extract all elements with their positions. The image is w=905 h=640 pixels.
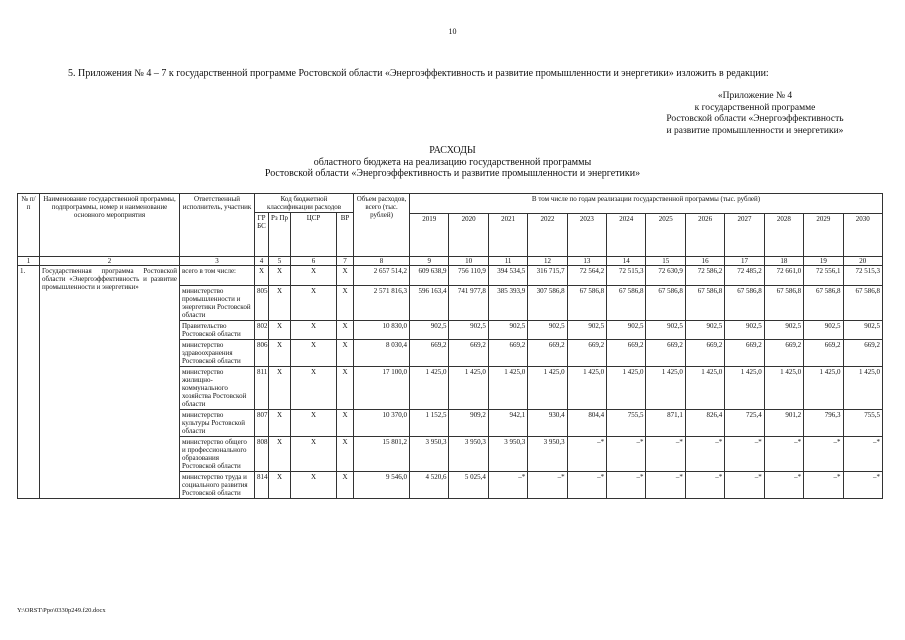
year-value-cell: 1 425,0	[607, 366, 646, 409]
expenses-table	[17, 193, 883, 499]
year-value-cell: 1 425,0	[843, 366, 882, 409]
year-value-cell: –*	[685, 471, 724, 498]
year-value-cell: 902,5	[685, 320, 724, 339]
year-value-cell: 756 110,9	[449, 265, 488, 285]
grbs-cell: 806	[255, 339, 269, 366]
column-number: 1	[18, 256, 40, 265]
executor-cell: министерство общего и профессионального образования Ростовской области	[180, 436, 255, 471]
year-value-cell: 67 586,8	[804, 285, 843, 320]
header-grbs: ГР БС	[255, 213, 269, 257]
column-number: 5	[269, 256, 291, 265]
grbs-cell: 808	[255, 436, 269, 471]
year-value-cell: 902,5	[607, 320, 646, 339]
column-number: 9	[410, 256, 449, 265]
year-value-cell: 902,5	[449, 320, 488, 339]
year-value-cell: 72 515,3	[607, 265, 646, 285]
column-number: 11	[488, 256, 527, 265]
year-value-cell: 902,5	[764, 320, 803, 339]
year-value-cell: 669,2	[804, 339, 843, 366]
year-value-cell: –*	[764, 436, 803, 471]
total-cell: 10 370,0	[354, 409, 410, 436]
year-value-cell: 67 586,8	[607, 285, 646, 320]
year-value-cell: 901,2	[764, 409, 803, 436]
year-value-cell: 902,5	[528, 320, 567, 339]
year-value-cell: 3 950,3	[528, 436, 567, 471]
executor-cell: Правительство Ростовской области	[180, 320, 255, 339]
header-year: 2020	[449, 213, 488, 256]
year-value-cell: 669,2	[567, 339, 606, 366]
column-number: 4	[255, 256, 269, 265]
year-value-cell: 72 515,3	[843, 265, 882, 285]
total-cell: 8 030,4	[354, 339, 410, 366]
executor-cell: всего в том числе:	[180, 265, 255, 285]
header-num: № п/п	[18, 194, 40, 257]
year-value-cell: 755,5	[607, 409, 646, 436]
document-title	[0, 145, 905, 180]
year-value-cell: –*	[804, 471, 843, 498]
year-value-cell: –*	[725, 471, 764, 498]
appendix-header	[630, 91, 880, 137]
total-cell: 17 100,0	[354, 366, 410, 409]
header-vr: ВР	[337, 213, 354, 257]
column-number: 10	[449, 256, 488, 265]
year-value-cell: 1 152,5	[410, 409, 449, 436]
year-value-cell: 1 425,0	[725, 366, 764, 409]
year-value-cell: –*	[725, 436, 764, 471]
year-value-cell: 1 425,0	[567, 366, 606, 409]
year-value-cell: 3 950,3	[410, 436, 449, 471]
year-value-cell: 4 520,6	[410, 471, 449, 498]
year-value-cell: 3 950,3	[488, 436, 527, 471]
column-number: 17	[725, 256, 764, 265]
year-value-cell: –*	[567, 436, 606, 471]
grbs-cell: Х	[255, 265, 269, 285]
year-value-cell: 72 661,0	[764, 265, 803, 285]
column-number: 16	[685, 256, 724, 265]
year-value-cell: –*	[607, 471, 646, 498]
csr-cell: Х	[291, 409, 337, 436]
rzpr-cell: Х	[269, 320, 291, 339]
year-value-cell: –*	[804, 436, 843, 471]
vr-cell: Х	[337, 436, 354, 471]
csr-cell: Х	[291, 339, 337, 366]
year-value-cell: 67 586,8	[646, 285, 685, 320]
csr-cell: Х	[291, 285, 337, 320]
header-year: 2028	[764, 213, 803, 256]
executor-cell: министерство здравоохранения Ростовской области	[180, 339, 255, 366]
year-value-cell: 67 586,8	[567, 285, 606, 320]
year-value-cell: 394 534,5	[488, 265, 527, 285]
year-value-cell: –*	[764, 471, 803, 498]
intro-paragraph: 5. Приложения № 4 – 7 к государственной программе Ростовской области «Энергоэффективность и развитие промышленности и энергетики» изложить в редакции:	[68, 68, 769, 79]
column-number: 3	[180, 256, 255, 265]
rzpr-cell: Х	[269, 409, 291, 436]
table-row	[18, 265, 883, 285]
rzpr-cell: Х	[269, 471, 291, 498]
year-value-cell: 1 425,0	[410, 366, 449, 409]
year-value-cell: –*	[567, 471, 606, 498]
year-value-cell: 902,5	[725, 320, 764, 339]
year-value-cell: 669,2	[764, 339, 803, 366]
year-value-cell: 1 425,0	[804, 366, 843, 409]
year-value-cell: 1 425,0	[646, 366, 685, 409]
year-value-cell: 1 425,0	[488, 366, 527, 409]
year-value-cell: 902,5	[804, 320, 843, 339]
title-line: областного бюджета на реализацию государственной программы	[313, 156, 592, 168]
year-value-cell: 1 425,0	[449, 366, 488, 409]
rzpr-cell: Х	[269, 436, 291, 471]
year-value-cell: 669,2	[488, 339, 527, 366]
header-name: Наименование государственной программы, подпрограммы, номер и наименование основного мероприятия	[40, 194, 180, 257]
header-year: 2026	[685, 213, 724, 256]
file-path-footer: Y:\ORST\Ppo\0330p249.f20.docx	[17, 607, 106, 614]
rzpr-cell: Х	[269, 366, 291, 409]
executor-cell: министерство культуры Ростовской области	[180, 409, 255, 436]
header-year: 2027	[725, 213, 764, 256]
year-value-cell: 755,5	[843, 409, 882, 436]
header-year: 2023	[567, 213, 606, 256]
year-value-cell: 1 425,0	[528, 366, 567, 409]
year-value-cell: 669,2	[449, 339, 488, 366]
grbs-cell: 807	[255, 409, 269, 436]
year-value-cell: 307 586,8	[528, 285, 567, 320]
year-value-cell: –*	[488, 471, 527, 498]
year-value-cell: 385 393,9	[488, 285, 527, 320]
year-value-cell: 669,2	[646, 339, 685, 366]
year-value-cell: –*	[528, 471, 567, 498]
appendix-line: и развитие промышленности и энергетики»	[666, 125, 844, 136]
header-year: 2022	[528, 213, 567, 256]
vr-cell: Х	[337, 471, 354, 498]
column-number: 20	[843, 256, 882, 265]
year-value-cell: 804,4	[567, 409, 606, 436]
year-value-cell: 1 425,0	[764, 366, 803, 409]
total-cell: 10 830,0	[354, 320, 410, 339]
header-rzpr: Рз Пр	[269, 213, 291, 257]
column-number: 2	[40, 256, 180, 265]
rzpr-cell: Х	[269, 285, 291, 320]
vr-cell: Х	[337, 339, 354, 366]
title-line: Ростовской области «Энергоэффективность и развитие промышленности и энергетики»	[264, 168, 641, 179]
header-executor: Ответственный исполнитель, участник	[180, 194, 255, 257]
year-value-cell: –*	[843, 471, 882, 498]
appendix-line: Ростовской области «Энергоэффективность	[666, 114, 844, 124]
header-year: 2025	[646, 213, 685, 256]
vr-cell: Х	[337, 285, 354, 320]
year-value-cell: –*	[646, 436, 685, 471]
year-value-cell: 67 586,8	[764, 285, 803, 320]
total-cell: 2 657 514,2	[354, 265, 410, 285]
vr-cell: Х	[337, 320, 354, 339]
header-csr: ЦСР	[291, 213, 337, 257]
appendix-line: «Приложение № 4	[717, 91, 793, 101]
csr-cell: Х	[291, 265, 337, 285]
appendix-line: к государственной программе	[694, 102, 816, 113]
header-year: 2021	[488, 213, 527, 256]
year-value-cell: 5 025,4	[449, 471, 488, 498]
year-value-cell: 942,1	[488, 409, 527, 436]
column-number: 13	[567, 256, 606, 265]
year-value-cell: –*	[685, 436, 724, 471]
total-cell: 2 571 816,3	[354, 285, 410, 320]
year-value-cell: 909,2	[449, 409, 488, 436]
grbs-cell: 814	[255, 471, 269, 498]
year-value-cell: 930,4	[528, 409, 567, 436]
year-value-cell: 72 630,9	[646, 265, 685, 285]
year-value-cell: 316 715,7	[528, 265, 567, 285]
header-year: 2019	[410, 213, 449, 256]
vr-cell: Х	[337, 409, 354, 436]
header-year: 2029	[804, 213, 843, 256]
rzpr-cell: Х	[269, 339, 291, 366]
year-value-cell: –*	[843, 436, 882, 471]
year-value-cell: 669,2	[725, 339, 764, 366]
header-volume: Объем расходов, всего (тыс. рублей)	[354, 194, 410, 257]
year-value-cell: 669,2	[607, 339, 646, 366]
csr-cell: Х	[291, 471, 337, 498]
column-number: 8	[354, 256, 410, 265]
year-value-cell: 72 485,2	[725, 265, 764, 285]
page-number: 10	[448, 27, 457, 36]
total-cell: 9 546,0	[354, 471, 410, 498]
year-value-cell: 3 950,3	[449, 436, 488, 471]
vr-cell: Х	[337, 265, 354, 285]
year-value-cell: 67 586,8	[843, 285, 882, 320]
column-number: 15	[646, 256, 685, 265]
year-value-cell: 1 425,0	[685, 366, 724, 409]
header-budget-code: Код бюджетной классификации расходов	[255, 194, 354, 213]
column-number: 18	[764, 256, 803, 265]
column-number: 12	[528, 256, 567, 265]
year-value-cell: 669,2	[685, 339, 724, 366]
header-year: 2030	[843, 213, 882, 256]
program-name: Государственная программа Ростовской области «Энергоэффективность и развитие промышленности и энергетики»	[40, 265, 180, 498]
grbs-cell: 802	[255, 320, 269, 339]
column-number: 6	[291, 256, 337, 265]
year-value-cell: –*	[607, 436, 646, 471]
executor-cell: министерство труда и социального развития Ростовской области	[180, 471, 255, 498]
column-number: 19	[804, 256, 843, 265]
csr-cell: Х	[291, 366, 337, 409]
year-value-cell: 609 638,9	[410, 265, 449, 285]
year-value-cell: –*	[646, 471, 685, 498]
csr-cell: Х	[291, 436, 337, 471]
year-value-cell: 902,5	[488, 320, 527, 339]
csr-cell: Х	[291, 320, 337, 339]
year-value-cell: 72 556,1	[804, 265, 843, 285]
year-value-cell: 669,2	[843, 339, 882, 366]
vr-cell: Х	[337, 366, 354, 409]
grbs-cell: 811	[255, 366, 269, 409]
header-year: 2024	[607, 213, 646, 256]
year-value-cell: 741 977,8	[449, 285, 488, 320]
executor-cell: министерство жилищно-коммунального хозяйства Ростовской области	[180, 366, 255, 409]
year-value-cell: 902,5	[567, 320, 606, 339]
grbs-cell: 805	[255, 285, 269, 320]
year-value-cell: 67 586,8	[725, 285, 764, 320]
total-cell: 15 801,2	[354, 436, 410, 471]
header-years-group: В том числе по годам реализации государственной программы (тыс. рублей)	[410, 194, 883, 213]
year-value-cell: 902,5	[843, 320, 882, 339]
column-number: 7	[337, 256, 354, 265]
year-value-cell: 67 586,8	[685, 285, 724, 320]
year-value-cell: 902,5	[646, 320, 685, 339]
year-value-cell: 72 564,2	[567, 265, 606, 285]
year-value-cell: 796,3	[804, 409, 843, 436]
year-value-cell: 669,2	[528, 339, 567, 366]
year-value-cell: 669,2	[410, 339, 449, 366]
year-value-cell: 826,4	[685, 409, 724, 436]
year-value-cell: 72 586,2	[685, 265, 724, 285]
year-value-cell: 725,4	[725, 409, 764, 436]
title-line: РАСХОДЫ	[429, 145, 476, 156]
year-value-cell: 902,5	[410, 320, 449, 339]
program-number: 1.	[18, 265, 40, 498]
year-value-cell: 871,1	[646, 409, 685, 436]
executor-cell: министерство промышленности и энергетики Ростовской области	[180, 285, 255, 320]
rzpr-cell: Х	[269, 265, 291, 285]
column-number: 14	[607, 256, 646, 265]
year-value-cell: 596 163,4	[410, 285, 449, 320]
